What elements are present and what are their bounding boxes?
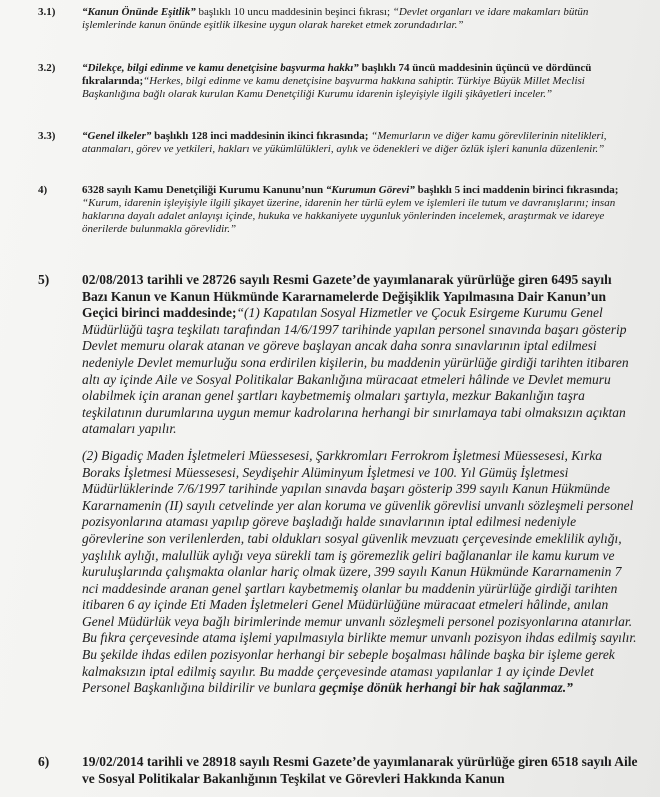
- item-text: [82, 272, 638, 697]
- item-text: [82, 130, 638, 156]
- item-intro: başlıklı 74 üncü maddesinin üçüncü ve dördüncü fıkralarında;: [82, 62, 592, 87]
- item-text: [82, 184, 638, 236]
- item-number: 3.2): [38, 62, 56, 74]
- item-quote: “(1) Kapatılan Sosyal Hizmetler ve Çocuk Esirgeme Kurumu Genel Müdürlüğü taşra teşkilatı tarafından 14/6/1997 tarihinde yapılan personel sınavında başarı gösterip Devlet memuru olarak atanan ve göreve başlayan ancak daha sonra sınavlarının iptal edilmesi nedeniyle Devlet memurluğu sona erdirilen kişilerin, bu maddenin yürürlüğe girdiği tarihten itibaren altı ay içinde Aile ve Sosyal Politikalar Bakanlığına müracaat etmeleri hâlinde ve Devlet memuru olabilmek için aranan genel şartları kaybetmemiş olmaları şartıyla, mezkur Bakanlığın taşra teşkilatının durumlarına uygun memur kadrolarına herhangi bir sınırlamaya tabi olmaksızın açıktan atamaları yapılır.: [82, 305, 629, 437]
- item-text: [82, 6, 638, 32]
- item-title: “Kanun Önünde Eşitlik”: [82, 6, 196, 18]
- item-title: “Genel ilkeler”: [82, 130, 152, 142]
- item-intro-2: başlıklı 5 inci maddenin birinci fıkrasında;: [414, 184, 619, 196]
- item-text: [82, 754, 638, 787]
- item-number: 4): [38, 184, 48, 196]
- item-intro: 19/02/2014 tarihli ve 28918 sayılı Resmi Gazete’de yayımlanarak yürürlüğe giren 6518 sayılı Aile ve Sosyal Politikalar Bakanlığının Teşkilat ve Görevleri Hakkında Kanun: [82, 754, 638, 786]
- item-number: 3.3): [38, 130, 56, 142]
- item-intro: başlıklı 10 uncu maddesinin beşinci fıkrası;: [195, 6, 393, 18]
- item-paragraph-2-bold: geçmişe dönük herhangi bir hak sağlanmaz.”: [319, 680, 573, 696]
- item-quote: “Memurların ve diğer kamu görevlilerinin nitelikleri, atanmaları, görev ve yetkileri, hakları ve yükümlülükleri, aylık ve ödenekleri ve diğer özlük işleri kanunla düzenlenir.”: [82, 130, 607, 155]
- item-number: 3.1): [38, 6, 56, 18]
- item-number: 6): [38, 754, 50, 769]
- item-quote: “Herkes, bilgi edinme ve kamu denetçisine başvurma hakkına sahiptir. Türkiye Büyük Millet Meclisi Başkanlığına bağlı olarak kurulan Kamu Denetçiliği Kurumu idarenin işleyişiyle ilgili şikâyetleri inceler.”: [82, 75, 585, 100]
- item-intro: 02/08/2013 tarihli ve 28726 sayılı Resmi Gazete’de yayımlanarak yürürlüğe giren 6495 sayılı Bazı Kanun ve Kanun Hükmünde Kararnamelerde Değişiklik Yapılmasına Dair Kanun’un Geçici birinci maddesinde;: [82, 272, 612, 321]
- item-title: “Dilekçe, bilgi edinme ve kamu denetçisine başvurma hakkı”: [82, 62, 359, 74]
- item-paragraph-2: (2) Bigadiç Maden İşletmeleri Müessesesi, Şarkkromları Ferrokrom İşletmesi Müessesesi, Kırka Boraks İşletmesi Müessesesi, Seydişehir Alüminyum İşletmesi ve 100. Yıl Gümüş İşletmesi Müdürlüklerinde 7/6/1997 tarihinde yapılan sınavda başarı gösterip 399 sayılı Kanun Hükmünde Kararnamenin (II) sayılı cetvelinde yer alan koruma ve güvenlik görevlisi unvanlı sözleşmeli personel pozisyonlarına ataması yapılıp göreve başladığı halde sınavlarının iptal edilmesi nedeniyle görevlerine son verilenlerden, tabi oldukları sosyal güvenlik mevzuatı çerçevesinde emeklilik aylığı, yaşlılık aylığı, malullük aylığı veya sürekli tam iş göremezlik geliri bağlananlar ile kamu kurum ve kuruluşlarında çalışmakta olanlar hariç olmak üzere, 399 sayılı Kanun Hükmünde Kararnamenin 7 nci maddesinde aranan genel şartları kaybetmemiş olanlar bu maddenin yürürlüğe girdiği tarihten itibaren 6 ay içinde Eti Maden İşletmeleri Genel Müdürlüğüne müracaat etmeleri hâlinde, anılan Genel Müdürlük veya bağlı birimlerinde memur unvanlı sözleşmeli personel pozisyonlarına atanırlar. Bu fıkra çerçevesinde atama işlemi yapılmasıyla birlikte memur unvanlı pozisyon ihdas edilmiş sayılır. Bu şekilde ihdas edilen pozisyonlar herhangi bir sebeple boşalması hâlinde başka bir işleme gerek kalmaksızın iptal edilmiş sayılır. Bu madde çerçevesinde ataması yapılanlar 1 ay içinde Devlet Personel Başkanlığına bildirilir ve bunlara: [82, 447, 637, 696]
- item-text: [82, 62, 638, 101]
- item-intro: başlıklı 128 inci maddesinin ikinci fıkrasında;: [151, 130, 372, 142]
- item-quote: “Kurum, idarenin işleyişiyle ilgili şikayet üzerine, idarenin her türlü eylem ve işlemleri ile tutum ve davranışlarını; insan haklarına dayalı adalet anlayışı içinde, hukuka ve hakkaniyete uygunluk yönlerinden incelemek, araştırmak ve idareye önerilerde bulunmakla görevlidir.”: [82, 197, 616, 235]
- item-intro: 6328 sayılı Kamu Denetçiliği Kurumu Kanunu’nun: [82, 184, 326, 196]
- item-title: “Kurumun Görevi”: [325, 184, 415, 196]
- item-quote: “Devlet organları ve idare makamları bütün işlemlerinde kanun önünde eşitlik ilkesine uygun olarak hareket etmek zorundadırlar.”: [82, 6, 589, 31]
- item-number: 5): [38, 272, 50, 287]
